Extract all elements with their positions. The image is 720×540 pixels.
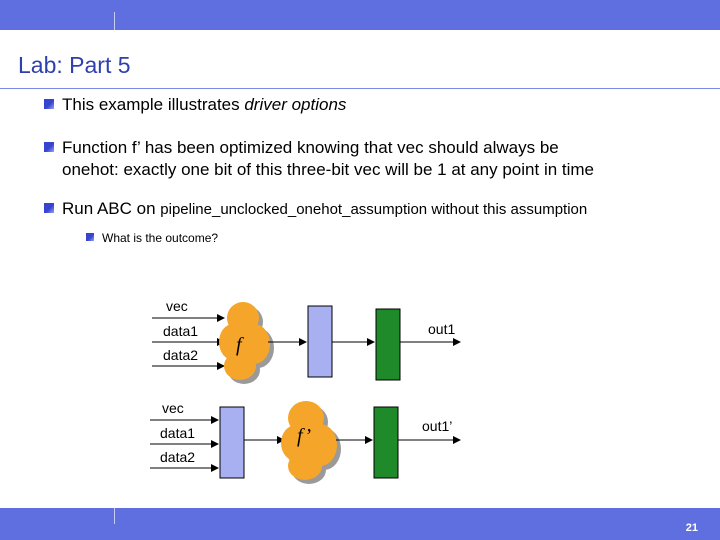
top-output-label: out1: [428, 321, 456, 337]
slide-title: Lab: Part 5: [18, 52, 131, 78]
bullet-3-module-name: pipeline_unclocked_onehot_assumption: [160, 201, 428, 218]
top-function-cloud: [219, 302, 274, 384]
bullet-1-plain: This example illustrates: [62, 95, 245, 114]
bottom-output-register: [374, 407, 398, 478]
top-output-register: [376, 309, 400, 380]
bottom-input-data1: data1: [160, 425, 196, 441]
bottom-output-label: out1’: [422, 418, 453, 434]
bullet-3-plain: Run ABC on: [62, 199, 161, 218]
bottom-pipeline-register: [220, 407, 244, 478]
bullet-2-line-1: Function f’ has been optimized knowing that vec should always be: [62, 138, 559, 157]
bottom-input-vec: vec: [162, 400, 184, 416]
top-input-vec: vec: [166, 298, 188, 314]
banner-divider: [114, 508, 115, 524]
top-pipeline-register: [308, 306, 332, 377]
top-input-data2: data2: [163, 347, 199, 363]
top-input-data1: data1: [163, 323, 199, 339]
bullet-1-emphasis: driver options: [244, 95, 347, 114]
top-function-label: f: [236, 334, 242, 356]
page-number: 21: [685, 522, 698, 534]
bottom-function-cloud: [281, 401, 341, 484]
bullet-2-line-2: onehot: exactly one bit of this three-bit vec will be 1 at any point in time: [62, 160, 595, 179]
sub-bullet-text: What is the outcome?: [102, 231, 219, 245]
bullet-3-suffix: without this assumption: [427, 201, 588, 218]
bottom-banner: [0, 508, 720, 540]
bottom-input-data2: data2: [160, 449, 196, 465]
bottom-function-label: f’: [297, 425, 312, 447]
